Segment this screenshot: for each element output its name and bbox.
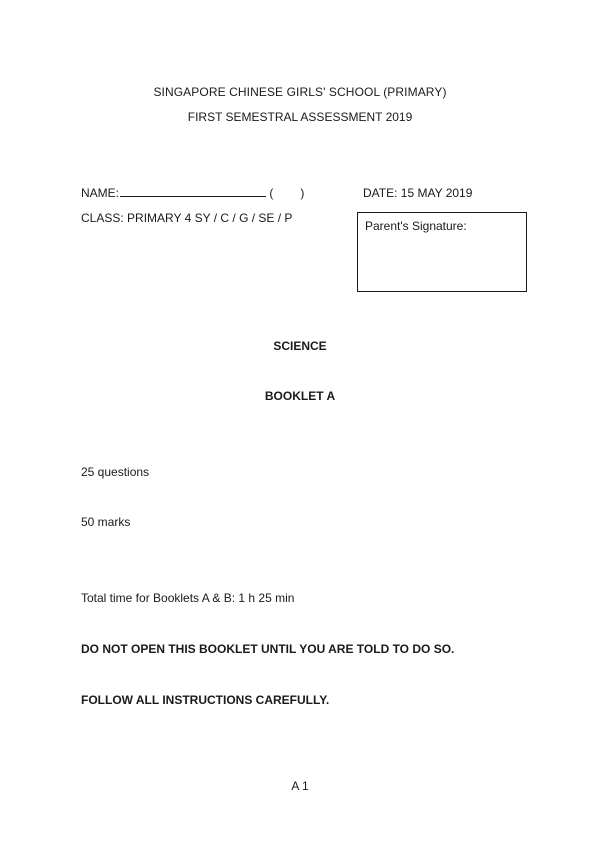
subject-title: SCIENCE xyxy=(273,339,327,353)
name-field-row xyxy=(81,186,304,200)
parent-signature-label: Parent's Signature: xyxy=(365,219,467,233)
exam-date: DATE: 15 MAY 2019 xyxy=(363,186,473,200)
assessment-title: FIRST SEMESTRAL ASSESSMENT 2019 xyxy=(187,110,413,124)
total-time: Total time for Booklets A & B: 1 h 25 min xyxy=(81,591,295,605)
question-count: 25 questions xyxy=(81,465,150,479)
class-field: CLASS: PRIMARY 4 SY / C / G / SE / P xyxy=(81,211,293,225)
page-number: A 1 xyxy=(291,779,309,793)
name-label: NAME: xyxy=(81,186,120,200)
booklet-title: BOOKLET A xyxy=(264,389,336,403)
parent-signature-box xyxy=(357,212,527,292)
school-name: SINGAPORE CHINESE GIRLS' SCHOOL (PRIMARY) xyxy=(153,85,447,99)
register-number-open-paren: ( xyxy=(269,186,274,200)
follow-instructions: FOLLOW ALL INSTRUCTIONS CAREFULLY. xyxy=(81,693,330,707)
name-blank-line xyxy=(120,186,266,197)
do-not-open-instruction: DO NOT OPEN THIS BOOKLET UNTIL YOU ARE TOLD TO DO SO. xyxy=(81,642,455,656)
total-marks: 50 marks xyxy=(81,515,131,529)
register-number-close-paren: ) xyxy=(300,186,305,200)
